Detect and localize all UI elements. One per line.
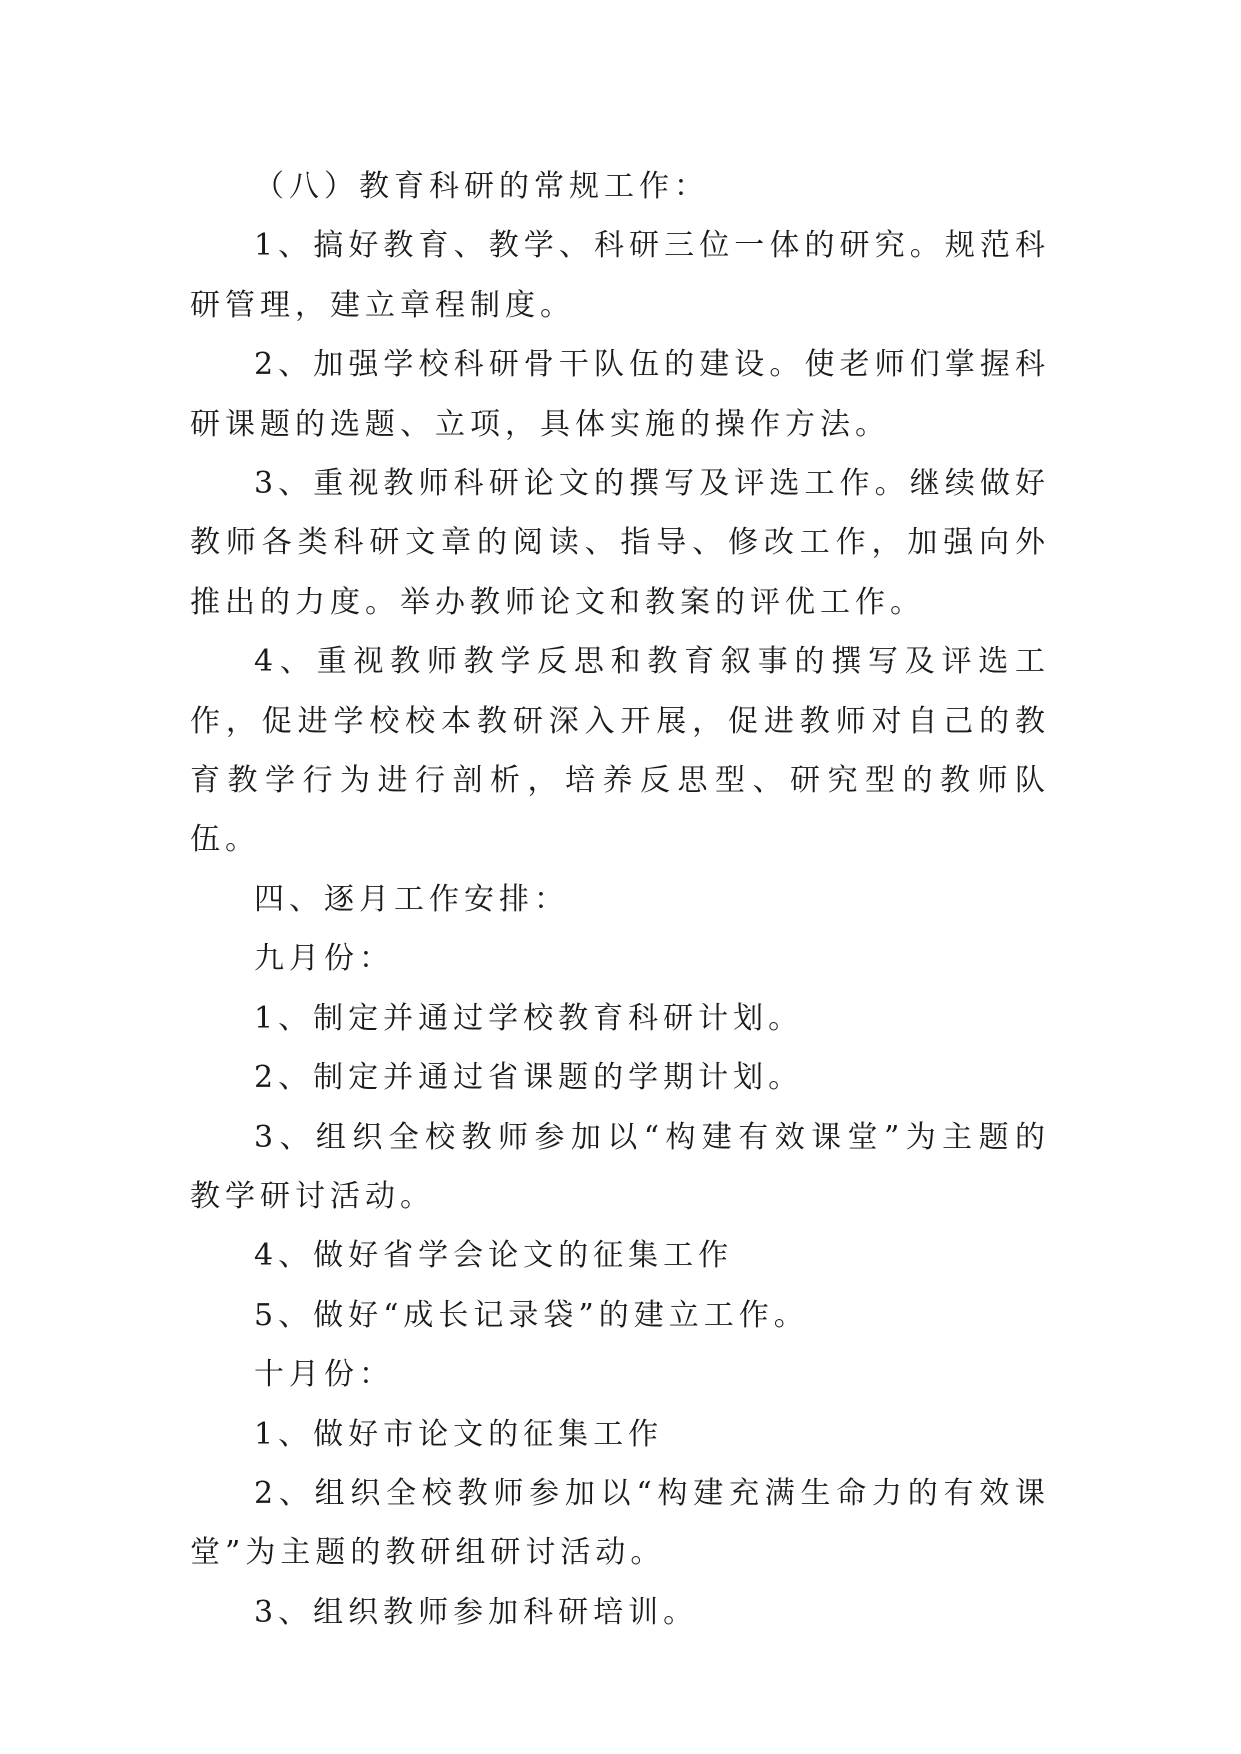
september-item-1: 1、制定并通过学校教育科研计划。 [254, 1000, 804, 1036]
paragraph-item-2: 2、加强学校科研骨干队伍的建设。使老师们掌握科研课题的选题、立项，具体实施的操作方法。 [190, 347, 1050, 442]
september-item-4: 4、做好省学会论文的征集工作 [254, 1238, 734, 1274]
september-item-5: 5、做好“成长记录袋”的建立工作。 [254, 1297, 809, 1333]
september-item-2: 2、制定并通过省课题的学期计划。 [254, 1060, 804, 1096]
september-item-3: 3、组织全校教师参加以“构建有效课堂”为主题的教学研讨活动。 [190, 1119, 1050, 1214]
october-item-1: 1、做好市论文的征集工作 [254, 1416, 664, 1452]
section-heading-monthly-plan: 四、逐月工作安排： [254, 881, 569, 917]
month-heading-september: 九月份： [254, 941, 394, 977]
paragraph-item-1: 1、搞好教育、教学、科研三位一体的研究。规范科研管理，建立章程制度。 [190, 228, 1050, 323]
month-heading-october: 十月份： [254, 1357, 394, 1393]
section-heading-research-routine: （八）教育科研的常规工作： [254, 169, 709, 204]
october-item-2: 2、组织全校教师参加以“构建充满生命力的有效课堂”为主题的教研组研讨活动。 [190, 1475, 1050, 1571]
paragraph-item-3: 3、重视教师科研论文的撰写及评选工作。继续做好教师各类科研文章的阅读、指导、修改工作，加强向外推出的力度。举办教师论文和教案的评优工作。 [190, 466, 1050, 620]
document-body [190, 157, 1050, 1642]
october-item-3: 3、组织教师参加科研培训。 [254, 1594, 699, 1630]
paragraph-item-4: 4、重视教师教学反思和教育叙事的撰写及评选工作，促进学校校本教研深入开展，促进教师对自己的教育教学行为进行剖析，培养反思型、研究型的教师队伍。 [190, 644, 1050, 858]
